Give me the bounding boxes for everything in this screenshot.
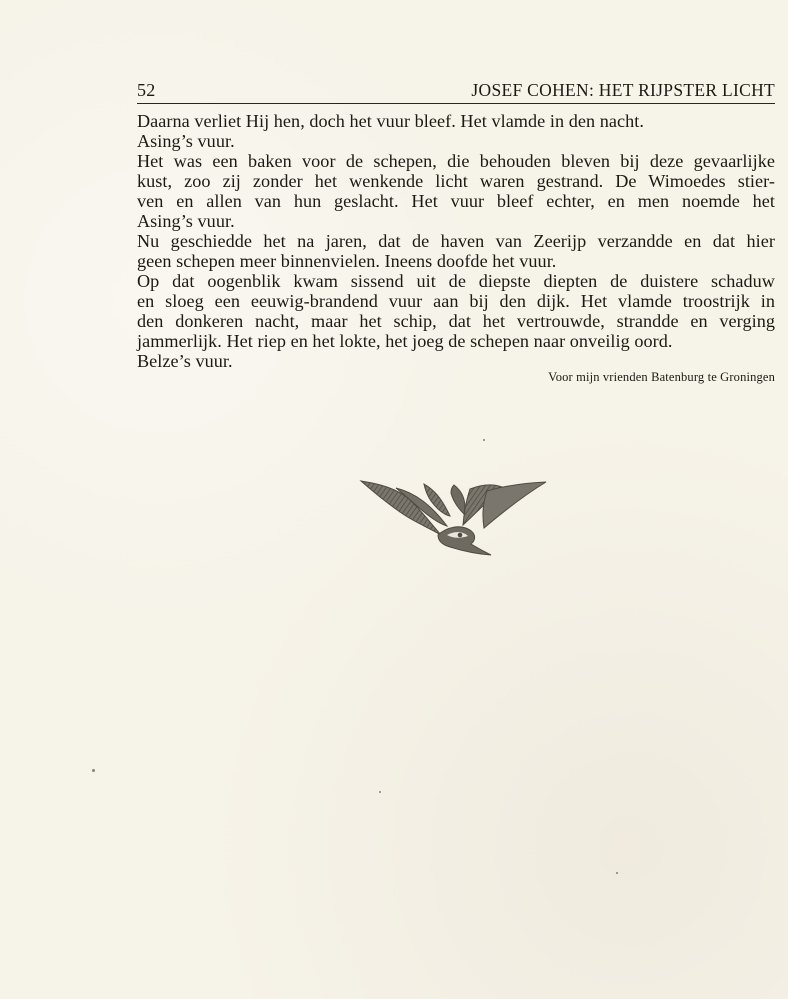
paper-speck: [483, 439, 485, 441]
text-line-11: den donkeren nacht, maar het schip, dat het vertrouwde, strandde en verging: [137, 311, 775, 331]
paper-speck: [616, 872, 618, 874]
text-line-3: Het was een baken voor de schepen, die behouden bleven bij deze gevaarlijke: [137, 151, 775, 171]
text-line-2: Asing’s vuur.: [137, 131, 235, 151]
text-line-6: Asing’s vuur.: [137, 211, 235, 231]
text-line-7: Nu geschiedde het na jaren, dat de haven van Zeerijp verzandde en dat hier: [137, 231, 775, 251]
text-line-1: Daarna verliet Hij hen, doch het vuur bleef. Het vlamde in den nacht.: [137, 111, 644, 131]
paper-speck: [92, 769, 95, 772]
text-line-10: en sloeg een eeuwig-brandend vuur aan bij den dijk. Het vlamde troostrijk in: [137, 291, 775, 311]
body-text: [137, 111, 775, 371]
page-header: [137, 79, 775, 104]
paper-speck: [379, 791, 381, 793]
dedication: Voor mijn vrienden Batenburg te Groningen: [548, 370, 775, 384]
text-line-8: geen schepen meer binnenvielen. Ineens doofde het vuur.: [137, 251, 557, 271]
text-line-4: kust, zoo zij zonder het wenkende licht waren gestrand. De Wimoedes stier-: [137, 171, 775, 191]
text-line-12: jammerlijk. Het riep en het lokte, het joeg de schepen naar onveilig oord.: [137, 331, 673, 351]
text-line-5: ven en allen van hun geslacht. Het vuur bleef echter, en men noemde het: [137, 191, 775, 211]
winged-flame-ornament-icon: [359, 477, 549, 559]
running-head: JOSEF COHEN: HET RIJPSTER LICHT: [471, 80, 775, 100]
page-number: 52: [137, 80, 156, 100]
text-line-9: Op dat oogenblik kwam sissend uit de diepste diepten de duistere schaduw: [137, 271, 775, 291]
text-line-13: Belze’s vuur.: [137, 351, 233, 371]
